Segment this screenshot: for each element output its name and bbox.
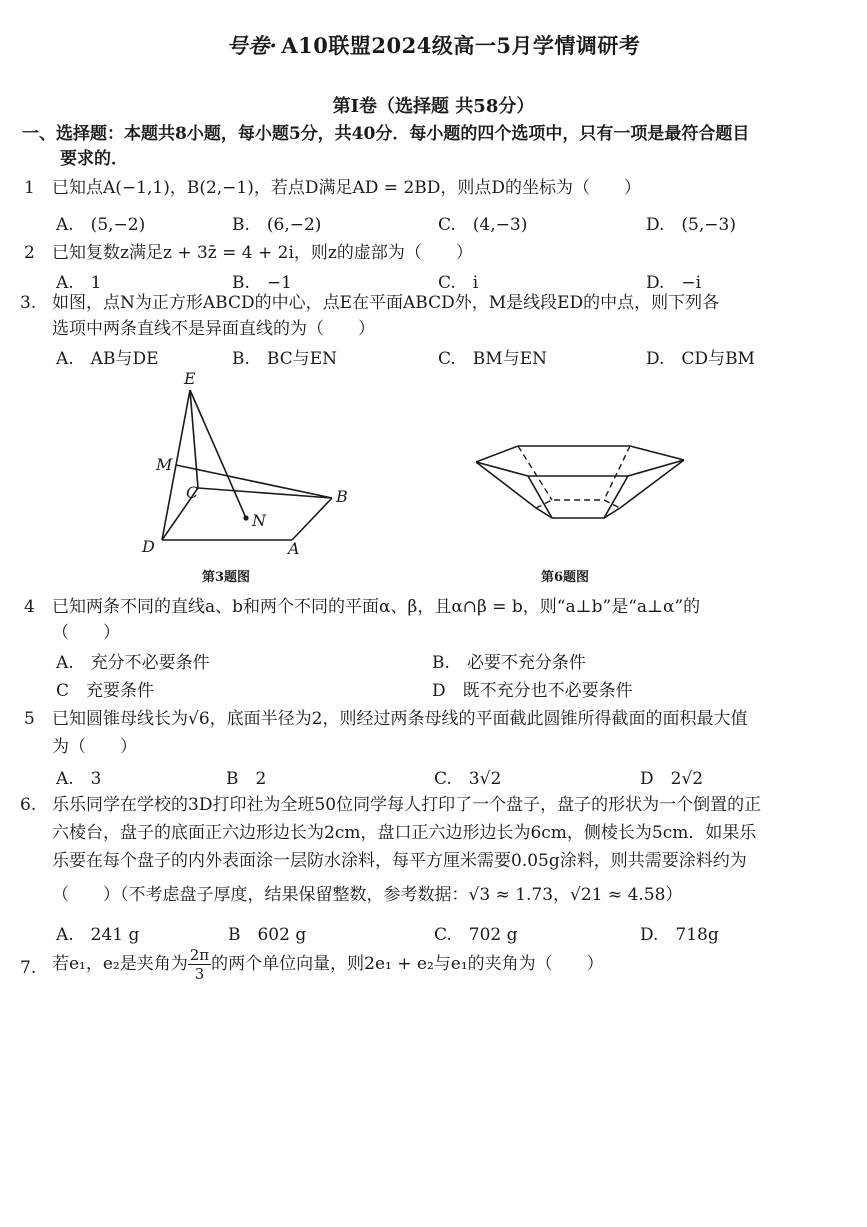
edge-en [190,390,246,518]
question-6-option-b: B 602 g [228,925,307,945]
lateral-edge-front-right [604,476,628,518]
label-n: N [252,511,266,530]
figure-6-frustum [470,430,690,530]
question-3-stem-line1: 如图，点N为正方形ABCD的中心，点E在平面ABCD外，M是线段ED的中点，则下列各 [52,293,720,313]
header-script-text: 号卷· [226,33,278,58]
question-3-option-d: D. CD与BM [646,349,755,369]
label-d: D [142,537,155,556]
label-m: M [156,455,173,474]
question-6-option-c: C. 702 g [434,925,518,945]
question-5-option-b: B 2 [226,769,267,789]
figure-3-pyramid [140,370,360,560]
question-5-stem-line1: 已知圆锥母线长为√6，底面半径为2，则经过两条母线的平面截此圆锥所得截面的面积最大值 [52,709,748,729]
figure-6-caption: 第6题图 [541,570,590,585]
lateral-edge-back-right-hidden [604,446,630,500]
lateral-edge-front-left [528,476,552,518]
figure-3-caption: 第3题图 [202,570,251,585]
question-6-number: 6. [20,795,37,815]
section-title: 第Ⅰ卷（选择题 共58分） [332,96,535,117]
question-1-number: 1 [24,178,35,198]
question-6-stem-line2: 六棱台，盘子的底面正六边形边长为2cm，盘口正六边形边长为6cm，侧棱长为5cm．如果乐 [52,823,757,843]
question-7-stem [52,946,604,983]
question-5-number: 5 [24,709,35,729]
lateral-edge-right [620,460,684,508]
question-1-stem: 已知点A(−1,1)，B(2,−1)，若点D满足AD = 2BD，则点D的坐标为（ ） [52,178,642,198]
question-4-option-c: C 充要条件 [56,681,155,701]
part1-instructions-line2: 要求的． [60,149,128,169]
question-2-option-c: C. i [438,273,479,293]
question-5-option-d: D 2√2 [640,769,704,789]
base-back-edges-hidden [536,500,620,508]
question-2-option-a: A. 1 [56,273,102,293]
segment-mb [176,465,332,498]
question-4-option-d: D 既不充分也不必要条件 [432,681,633,701]
question-3-number: 3. [20,293,37,313]
question-4-option-b: B. 必要不充分条件 [432,653,586,673]
question-6-stem-line4: （ ）（不考虑盘子厚度，结果保留整数，参考数据：√3 ≈ 1.73，√21 ≈ 4.58） [52,885,683,905]
fraction-numerator: 2π [189,946,210,964]
question-4-number: 4 [24,597,35,617]
question-4-stem-line1: 已知两条不同的直线a、b和两个不同的平面α、β，且α∩β = b，则“a⊥b”是“a⊥α”的 [52,597,701,617]
part1-instructions-line1: 一、选择题：本题共8小题，每小题5分，共40分．每小题的四个选项中，只有一项是最符合题目 [22,124,750,144]
question-5-option-c: C. 3√2 [434,769,502,789]
question-1-option-b: B. (6,−2) [232,215,322,235]
question-7-stem-before: 若e₁，e₂是夹角为 [52,954,188,974]
question-6-stem-line3: 乐要在每个盘子的内外表面涂一层防水涂料，每平方厘米需要0.05g涂料，则共需要涂料约为 [52,851,747,871]
question-2-option-d: D. −i [646,273,702,293]
label-b: B [336,487,348,506]
question-6-stem-line1: 乐乐同学在学校的3D打印社为全班50位同学每人打印了一个盘子，盘子的形状为一个倒置的正 [52,795,762,815]
question-2-number: 2 [24,243,35,263]
question-7-stem-after: 的两个单位向量，则2e₁ + e₂与e₁的夹角为（ ） [211,954,604,974]
question-7-fraction [188,946,211,983]
exam-header [0,30,867,60]
question-1-option-a: A. (5,−2) [56,215,146,235]
question-7-number: 7. [20,958,37,978]
label-c: C [186,483,199,502]
question-3-option-a: A. AB与DE [56,349,159,369]
label-a: A [288,539,300,558]
label-e: E [184,370,196,388]
fraction-denominator: 3 [194,965,205,983]
lateral-edge-back-left-hidden [518,446,552,500]
question-5-option-a: A. 3 [56,769,102,789]
point-n [243,515,248,520]
question-6-option-a: A. 241 g [56,925,140,945]
question-6-option-d: D. 718g [640,925,719,945]
question-3-option-b: B. BC与EN [232,349,337,369]
edge-ba [292,498,332,540]
question-5-stem-line2: 为（ ） [52,737,137,757]
question-2-stem: 已知复数z满足z + 3z̄ = 4 + 2i，则z的虚部为（ ） [52,243,473,263]
rim-back-edges [476,446,684,462]
question-3-option-c: C. BM与EN [438,349,547,369]
rim-front-edges [476,460,684,476]
question-1-option-c: C. (4,−3) [438,215,528,235]
question-4-stem-line2: （ ） [52,623,120,643]
question-1-option-d: D. (5,−3) [646,215,736,235]
question-2-option-b: B. −1 [232,273,292,293]
header-title: A10联盟2024级高一5月学情调研考 [281,33,641,58]
question-3-stem-line2: 选项中两条直线不是异面直线的为（ ） [52,319,375,339]
lateral-edge-left [476,462,536,508]
question-4-option-a: A. 充分不必要条件 [56,653,210,673]
